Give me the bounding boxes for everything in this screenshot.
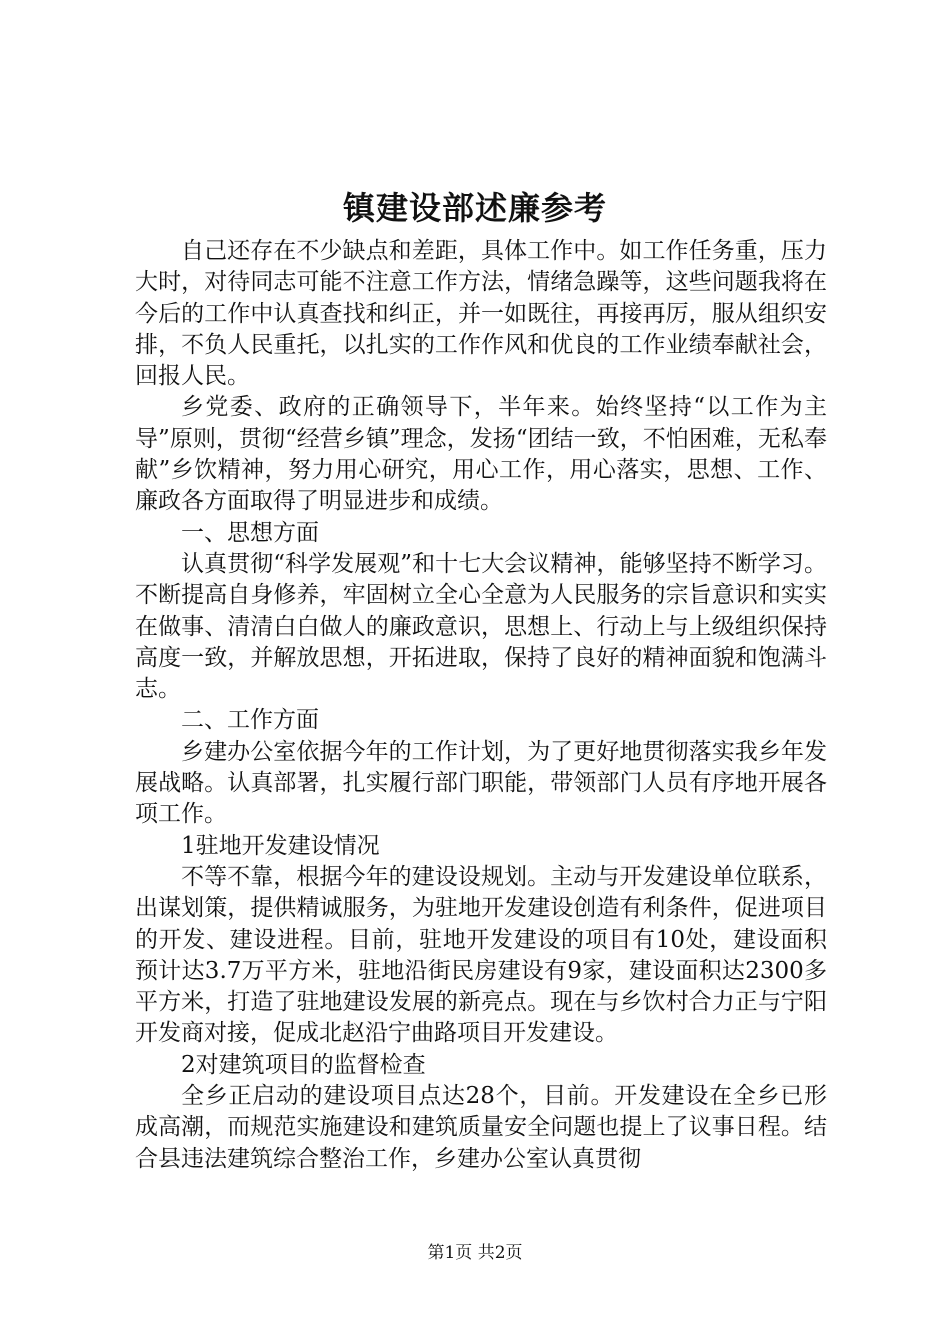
document-body (135, 236, 827, 1175)
paragraph: 自己还存在不少缺点和差距，具体工作中。如工作任务重，压力大时，对待同志可能不注意工作方法，情绪急躁等，这些问题我将在今后的工作中认真查找和纠正，并一如既往，再接再厉，服从组织安排，不负人民重托，以扎实的工作作风和优良的工作业绩奉献社会，回报人民。 (135, 238, 827, 390)
document-title: 镇建设部述廉参考 (342, 189, 607, 227)
paragraph: 乡建办公室依据今年的工作计划，为了更好地贯彻落实我乡年发展战略。认真部署，扎实履行部门职能，带领部门人员有序地开展各项工作。 (135, 738, 827, 828)
paragraph: 认真贯彻“科学发展观”和十七大会议精神，能够坚持不断学习。不断提高自身修养，牢固树立全心全意为人民服务的宗旨意识和实实在做事、清清白白做人的廉政意识，思想上、行动上与上级组织保持高度一致，并解放思想，开拓进取，保持了良好的精神面貌和饱满斗志。 (135, 550, 827, 703)
paragraph: 乡党委、政府的正确领导下，半年来。始终坚持“以工作为主导”原则，贯彻“经营乡镇”理念，发扬“团结一致，不怕困难，无私奉献”乡饮精神，努力用心研究，用心工作，用心落实，思想、工作、廉政各方面取得了明显进步和成绩。 (135, 394, 827, 515)
subsection-heading: 1驻地开发建设情况 (181, 832, 380, 859)
section-heading: 一、思想方面 (181, 519, 319, 546)
paragraph: 不等不靠，根据今年的建设设规划。主动与开发建设单位联系，出谋划策，提供精诚服务，为驻地开发建设创造有利条件，促进项目的开发、建设进程。目前，驻地开发建设的项目有10处，建设面积预计达3.7万平方米，驻地沿街民房建设有9家，建设面积达2300多平方米，打造了驻地建设发展的新亮点。现在与乡饮村合力正与宁阳开发商对接，促成北赵沿宁曲路项目开发建设。 (135, 863, 827, 1047)
section-heading: 二、工作方面 (181, 707, 319, 734)
subsection-heading: 2对建筑项目的监督检查 (181, 1051, 426, 1078)
paragraph: 全乡正启动的建设项目点达28个，目前。开发建设在全乡已形成高潮，而规范实施建设和建筑质量安全问题也提上了议事日程。结合县违法建筑综合整治工作，乡建办公室认真贯彻 (135, 1083, 827, 1172)
page-footer: 第1页 共2页 (427, 1243, 523, 1263)
